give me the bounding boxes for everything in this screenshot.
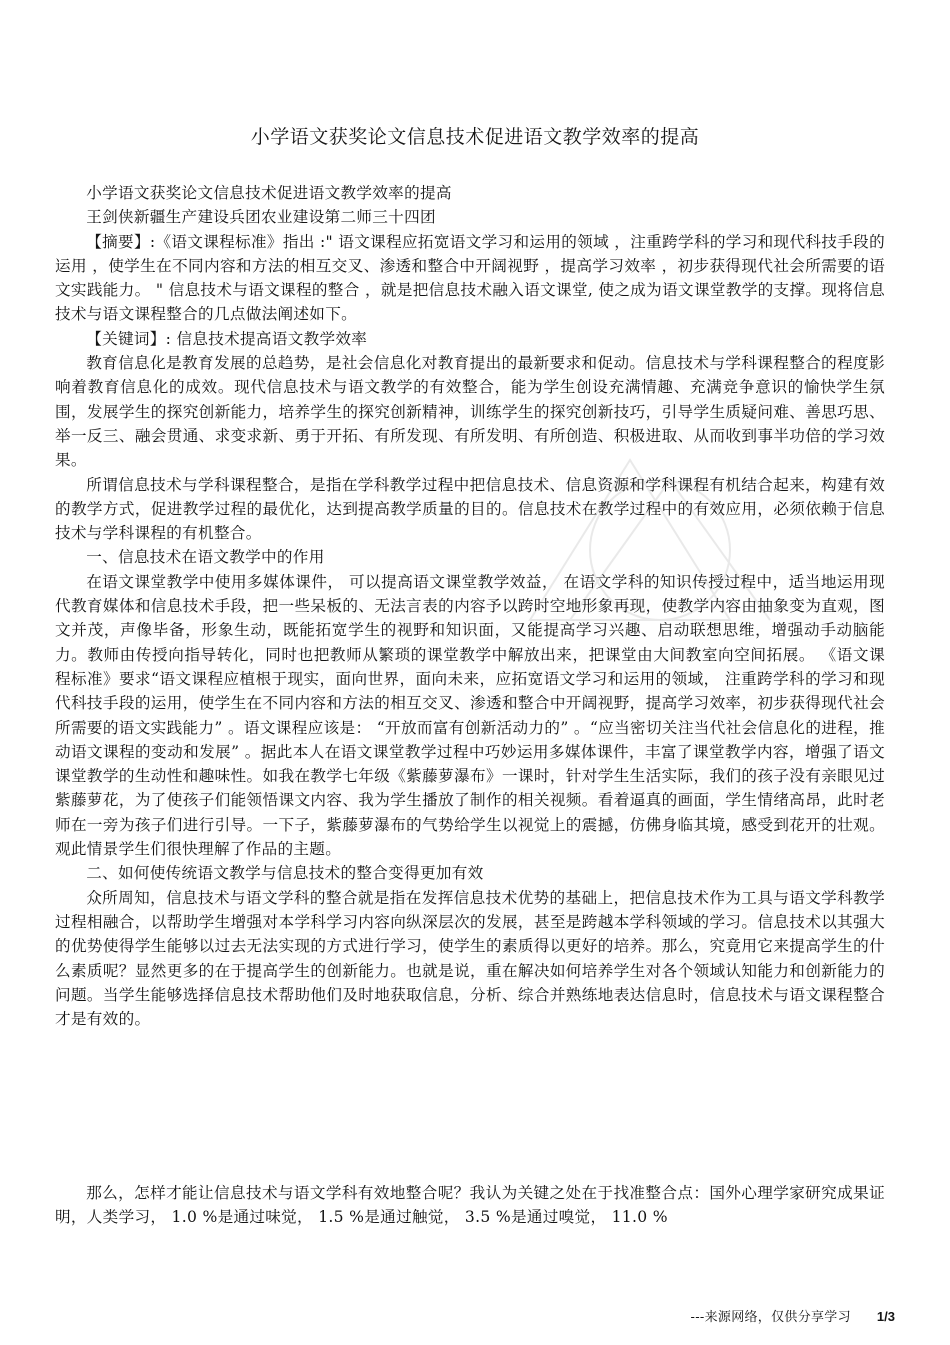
page-footer xyxy=(691,1308,895,1327)
body-block-2 xyxy=(55,1181,885,1230)
body-paragraph: 在语文课堂教学中使用多媒体课件， 可以提高语文课堂教学效益， 在语文学科的知识传授过程中，适当地运用现代教育媒体和信息技术手段，把一些呆板的、无法言表的内容予以跨时空地形象再现，使教学内容由抽象变为直观，图文并茂，声像毕备，形象生动，既能拓宽学生的视野和知识面，又能提高学习兴趣、启动联想思维，增强动手动脑能力。教师由传授向指导转化，同时也把教师从繁琐的课堂教学中解放出来，把课堂由大间教室向空间拓展。 《语文课程标准》要求“语文课程应植根于现实，面向世界，面向未来，应拓宽语文学习和运用的领域， 注重跨学科的学习和现代科技手段的运用，使学生在不同内容和方法的相互交叉、渗透和整合中开阔视野，提高学习效率，初步获得现代社会所需要的语文实践能力” 。语文课程应该是： “开放而富有创新活动力的” 。“应当密切关注当代社会信息化的进程，推动语文课程的变动和发展” 。据此本人在语文课堂教学过程中巧妙运用多媒体课件，丰富了课堂教学内容，增强了语文课堂教学的生动性和趣味性。如我在教学七年级《紫藤萝瀑布》一课时，针对学生生活实际，我们的孩子没有亲眼见过紫藤萝花，为了使孩子们能领悟课文内容、我为学生播放了制作的相关视频。看着逼真的画面，学生情绪高昂，此时老师在一旁为孩子们进行引导。一下子，紫藤萝瀑布的气势给学生以视觉上的震撼，仿佛身临其境，感受到花开的壮观。观此情景学生们很快理解了作品的主题。 xyxy=(55,572,885,859)
document-title: 小学语文获奖论文信息技术促进语文教学效率的提高 xyxy=(250,126,700,148)
paper-subtitle: 小学语文获奖论文信息技术促进语文教学效率的提高 xyxy=(86,184,452,202)
source-note: ---来源网络，仅供分享学习 xyxy=(690,1310,851,1325)
page-number: 1/3 xyxy=(876,1309,895,1324)
section-heading: 一、信息技术在语文教学中的作用 xyxy=(86,548,325,567)
watermark-graphic xyxy=(510,420,810,680)
body-paragraph: 众所周知，信息技术与语文学科的整合就是指在发挥信息技术优势的基础上，把信息技术作为工具与语文学科教学过程相融合，以帮助学生增强对本学科学习内容向纵深层次的发展，甚至是跨越本学科领域的学习。信息技术以其强大的优势使得学生能够以过去无法实现的方式进行学习，使学生的素质得以更好的培养。那么，究竟用它来提高学生的什么素质呢？显然更多的在于提高学生的创新能力。也就是说，重在解决如何培养学生对各个领域认知能力和创新能力的问题。当学生能够选择信息技术帮助他们及时地获取信息，分析、综合并熟练地表达信息时，信息技术与语文课程整合才是有效的。 xyxy=(55,888,885,1029)
keywords-line: 【关键词】: 信息技术提高语文教学效率 xyxy=(86,329,368,348)
body-paragraph: 所谓信息技术与学科课程整合，是指在学科教学过程中把信息技术、信息资源和学科课程有机结合起来，构建有效的教学方式，促进教学过程的最优化，达到提高教学质量的目的。信息技术在教学过程中的有效应用，必须依赖于信息技术与学科课程的有机整合。 xyxy=(55,475,885,543)
section-heading: 二、如何使传统语文教学与信息技术的整合变得更加有效 xyxy=(86,864,484,883)
author-line: 王剑侠新疆生产建设兵团农业建设第二师三十四团 xyxy=(86,208,436,227)
body-paragraph: 那么，怎样才能让信息技术与语文学科有效地整合呢？我认为关键之处在于找准整合点：国外心理学家研究成果证明，人类学习， 1.0 %是通过味觉， 1.5 %是通过触觉， 3.5 %是通过嗅觉， 11.0 % xyxy=(55,1184,885,1227)
abstract-paragraph: 【摘要】:《语文课程标准》指出 :" 语文课程应拓宽语文学习和运用的领域 ，注重跨学科的学习和现代科技手段的运用 ，使学生在不同内容和方法的相互交叉、渗透和整合中开阔视野 ，提高学习效率 ，初步获得现代社会所需要的语文实践能力。 " 信息技术与语文课程的整合 ，就是把信息技术融入语文课堂, 使之成为语文课堂教学的支撑。现将信息技术与语文课程整合的几点做法阐述如下。 xyxy=(55,232,885,324)
body-paragraph: 教育信息化是教育发展的总趋势，是社会信息化对教育提出的最新要求和促动。信息技术与学科课程整合的程度影响着教育信息化的成效。现代信息技术与语文教学的有效整合，能为学生创设充满情趣、充满竞争意识的愉快学生氛围，发展学生的探究创新能力，培养学生的探究创新精神，训练学生的探究创新技巧，引导学生质疑问难、善思巧思、举一反三、融会贯通、求变求新、勇于开拓、有所发现、有所发明、有所创造、积极进取、从而收到事半功倍的学习效果。 xyxy=(55,354,885,470)
